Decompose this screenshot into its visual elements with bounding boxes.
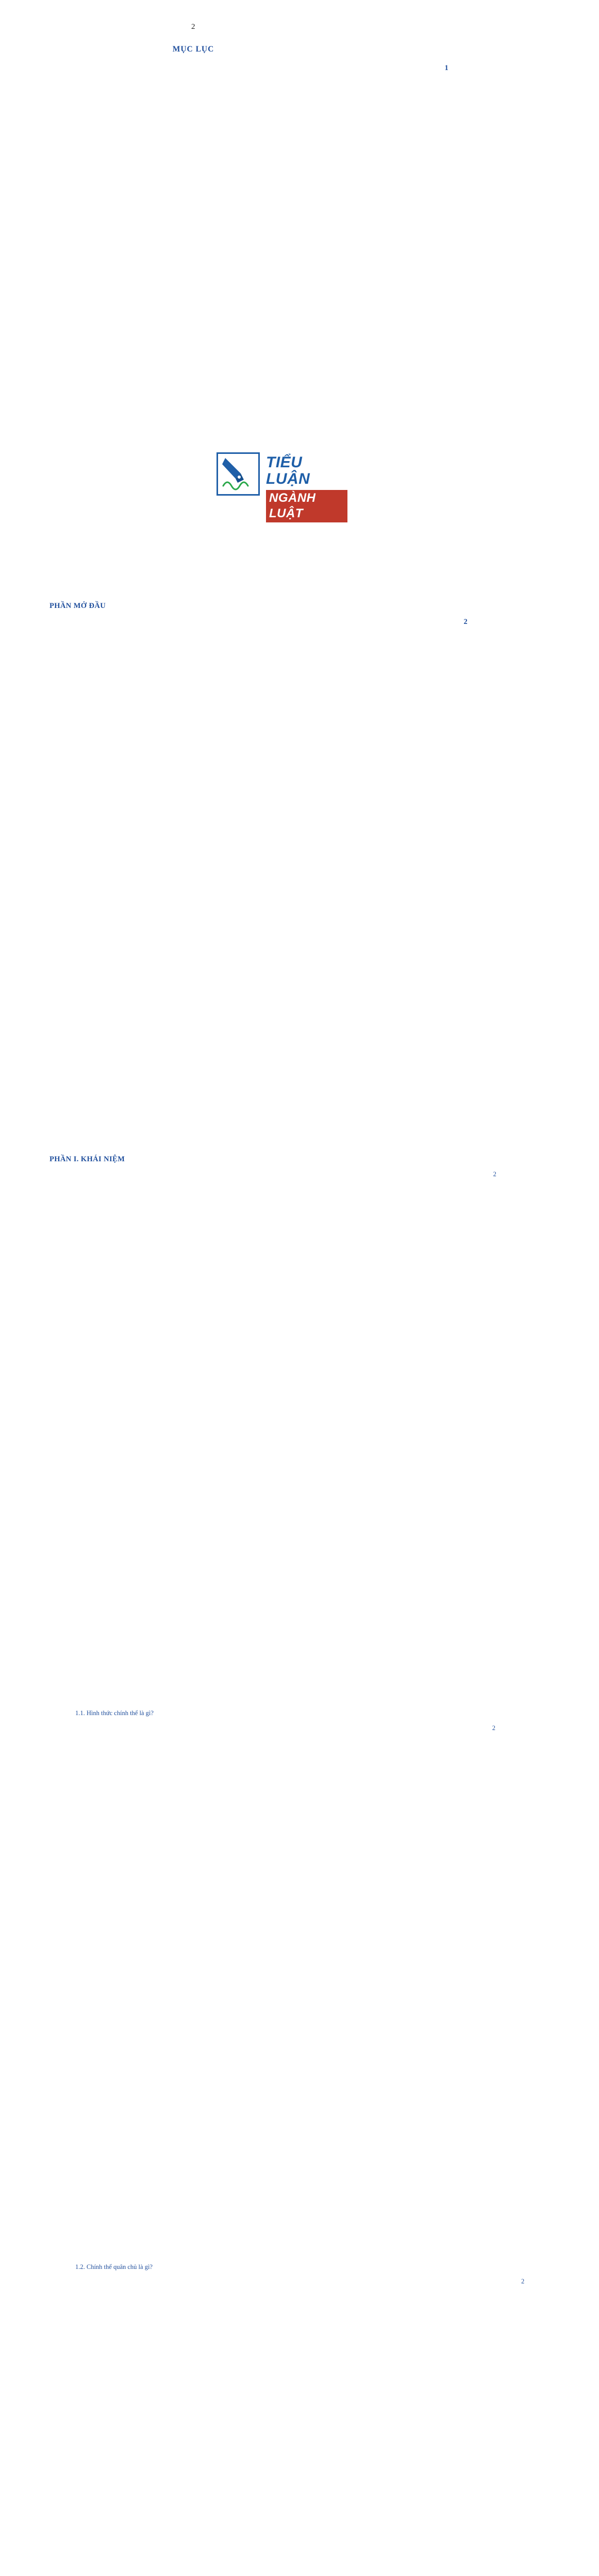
toc-entry[interactable]: [45, 617, 468, 1164]
logo: [217, 451, 345, 520]
toc-heading: MỤC LỤC: [172, 45, 214, 54]
toc-entry-label: 1.2. Chính thể quân chủ là gì?: [75, 2263, 153, 2270]
fountain-pen-nib-icon: [217, 452, 260, 496]
toc-entry[interactable]: [45, 2278, 525, 2576]
toc-entry[interactable]: [45, 1171, 496, 1718]
toc-entry-label: PHẦN I. KHÁI NIỆM: [49, 1155, 125, 1164]
toc-entry-page: 1: [444, 64, 449, 72]
toc-entry-page: 2: [521, 2278, 525, 2285]
toc-entry[interactable]: [45, 63, 449, 611]
toc-entry-page: 2: [493, 1171, 496, 1178]
toc-entry-label: 1.1. Hình thức chính thể là gì?: [75, 1709, 154, 1717]
logo-title: TIỂU LUẬN: [266, 454, 310, 487]
page-number: 2: [191, 23, 195, 31]
table-of-contents: [45, 63, 525, 2576]
toc-entry-page: 2: [492, 1724, 495, 1732]
logo-subtitle: NGÀNH LUẬT: [266, 490, 347, 522]
toc-entry-label: PHẦN MỞ ĐẦU: [49, 601, 106, 610]
logo-text: [266, 454, 347, 522]
toc-entry-page: 2: [463, 617, 468, 626]
toc-entry[interactable]: [45, 1724, 495, 2272]
